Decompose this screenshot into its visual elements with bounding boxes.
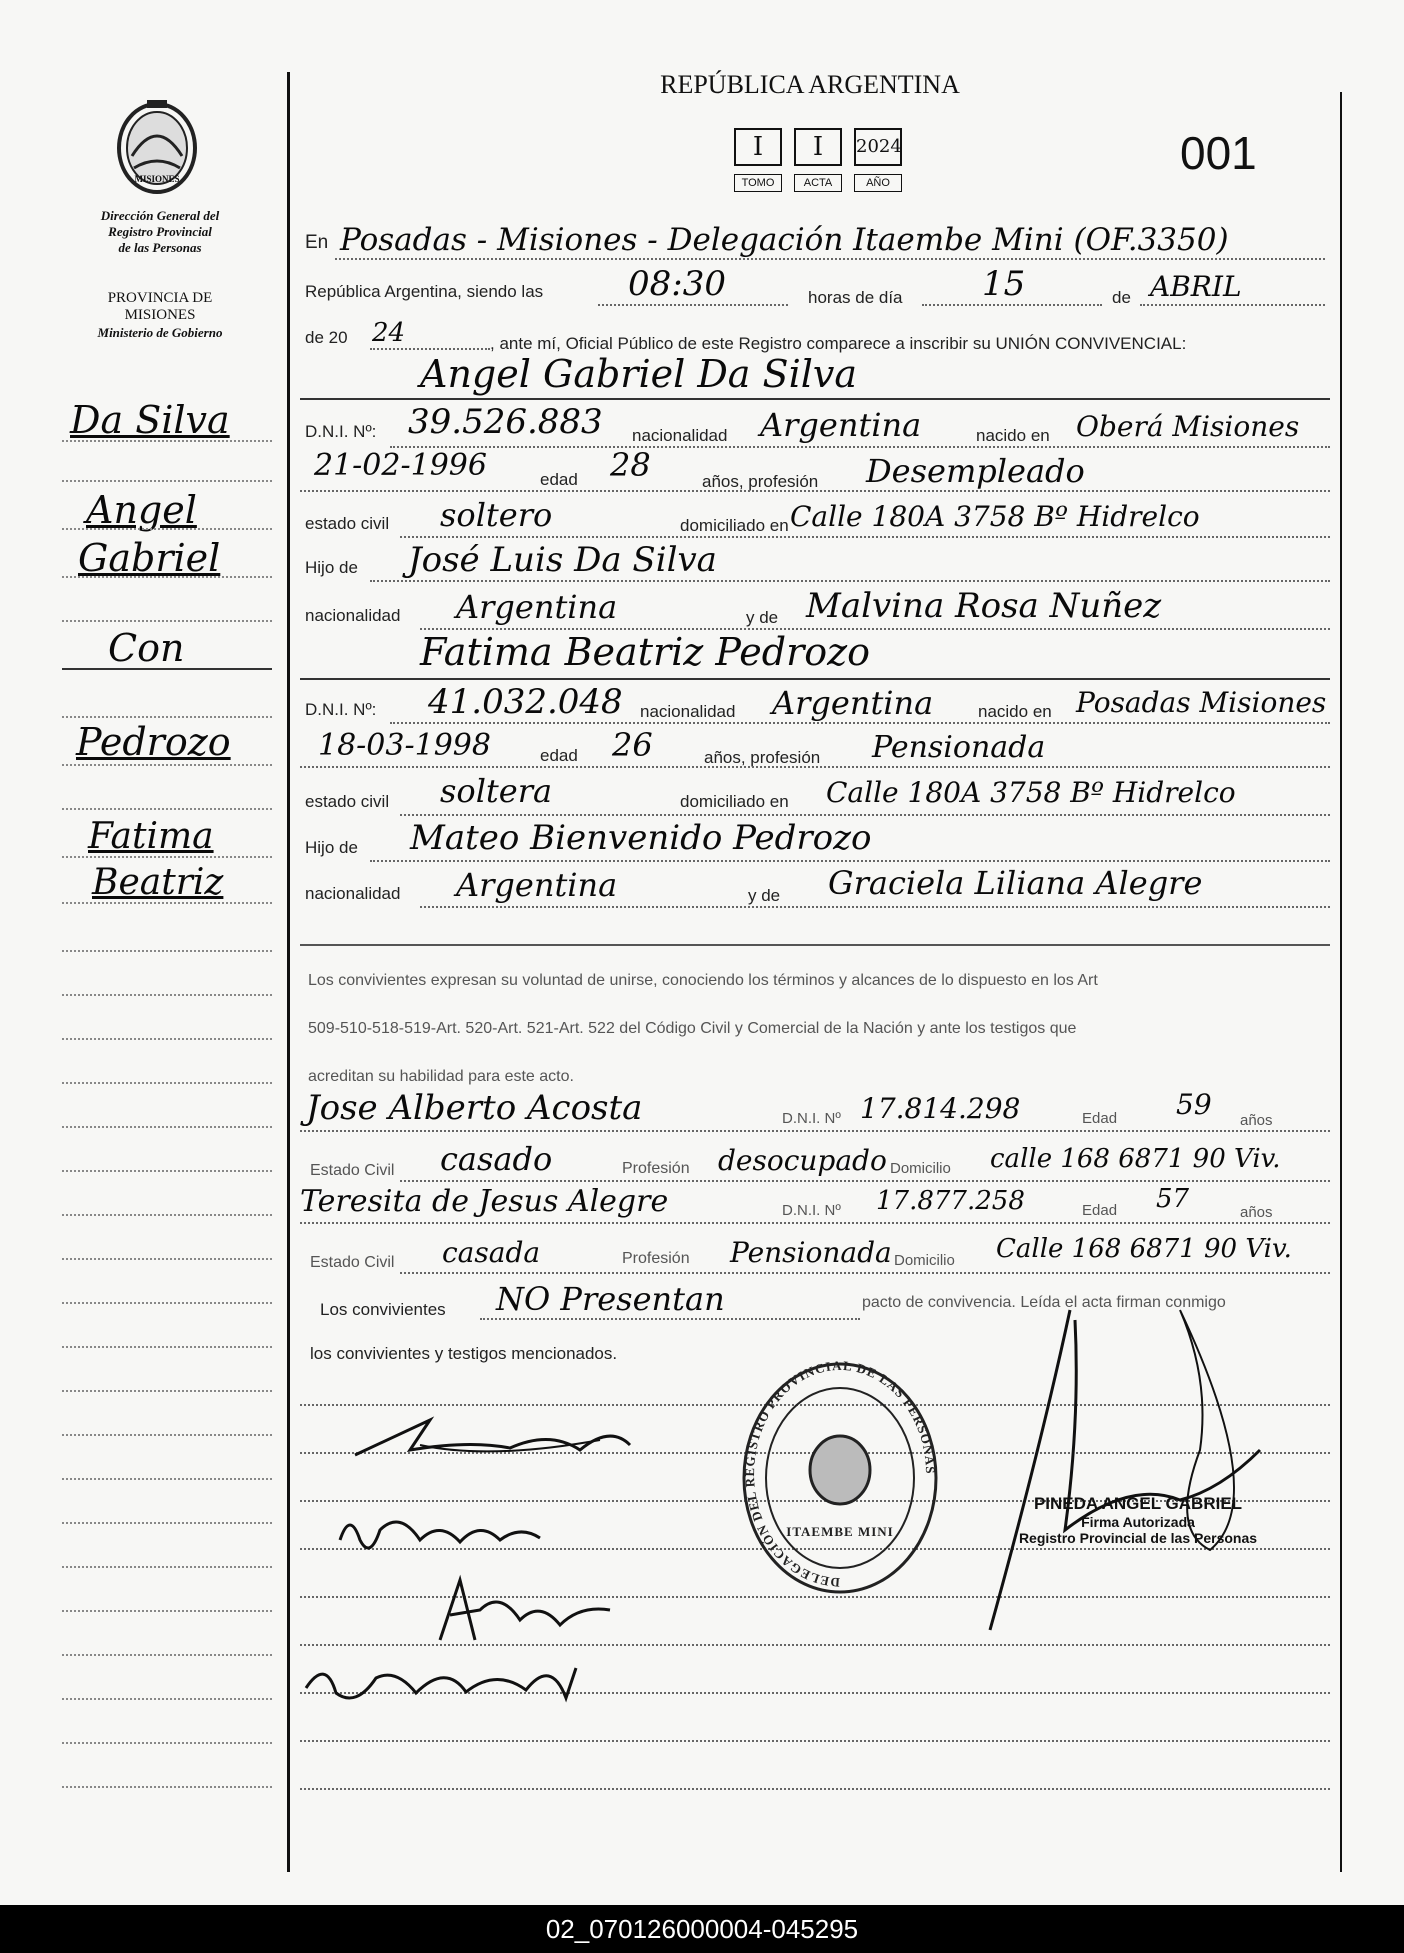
tomo-label: TOMO: [734, 174, 782, 192]
place-value: Posadas - Misiones - Delegación Itaembe Mini (OF.3350): [340, 222, 1229, 258]
p2-parent-nationality-label: nacionalidad: [305, 884, 401, 903]
day-line: [922, 304, 1102, 306]
agency-line-3: de las Personas: [118, 240, 202, 255]
margin-given-2b: Beatriz: [92, 862, 224, 903]
agency-name: [60, 208, 260, 256]
left-border: [287, 72, 290, 1872]
w2-domicile-value: Calle 168 6871 90 Viv.: [996, 1234, 1292, 1264]
p2-domicile-label: domiciliado en: [680, 792, 789, 811]
tomo-box: I: [734, 128, 782, 166]
closing-text-after: pacto de convivencia. Leída el acta firman conmigo: [862, 1294, 1226, 1311]
of-label: de: [1112, 288, 1131, 307]
p2-mother-value: Graciela Liliana Alegre: [828, 864, 1203, 902]
w1-name-value: Jose Alberto Acosta: [306, 1088, 643, 1128]
acta-label: ACTA: [794, 174, 842, 192]
agency-line-1: Dirección General del: [100, 208, 220, 223]
closing-pact-value: NO Presentan: [496, 1280, 725, 1318]
w2-age-label: Edad: [1082, 1202, 1118, 1219]
p2-line-5: [420, 906, 1330, 908]
w1-line-2: [400, 1180, 1330, 1182]
p1-line-2: [300, 490, 1330, 492]
hours-label: horas de día: [808, 288, 903, 307]
year-value: 24: [372, 318, 406, 348]
w2-line-1: [300, 1222, 1330, 1224]
p1-line-1: [390, 446, 1330, 448]
p1-birthplace-value: Oberá Misiones: [1076, 410, 1300, 443]
registry-seal: [740, 1358, 940, 1598]
crest-caption: MISIONES: [134, 174, 180, 184]
act-number: 001: [1180, 127, 1257, 179]
w1-years-label: años: [1240, 1112, 1273, 1129]
p2-nationality-value: Argentina: [772, 684, 934, 722]
p2-civil-label: estado civil: [305, 792, 390, 811]
person1-name-rule: [300, 398, 1330, 400]
p2-age-value: 26: [612, 726, 653, 764]
margin-given-1a: Angel: [86, 488, 197, 532]
p2-domicile-value: Calle 180A 3758 Bº Hidrelco: [826, 776, 1236, 809]
w2-domicile-label: Domicilio: [894, 1252, 955, 1269]
w2-years-label: años: [1240, 1204, 1273, 1221]
acta-box: I: [794, 128, 842, 166]
p2-nationality-label: nacionalidad: [640, 702, 736, 721]
p1-domicile-value: Calle 180A 3758 Bº Hidrelco: [790, 500, 1200, 533]
w2-age-value: 57: [1156, 1184, 1190, 1214]
p1-birthdate-value: 21-02-1996: [314, 448, 487, 483]
w1-line-1: [300, 1130, 1330, 1132]
p2-line-2: [300, 766, 1330, 768]
seal-ring-text: DELEGACIÓN DEL REGISTRO PROVINCIAL DE LAS PERSONAS: [741, 1358, 939, 1591]
closing-line: [480, 1318, 860, 1320]
scan-footer-code: 02_070126000004-045295: [0, 1905, 1404, 1953]
signature-witness1: [420, 1570, 620, 1650]
p1-profession-label: años, profesión: [702, 472, 819, 491]
person2-name-rule: [300, 678, 1330, 680]
province-line-1: PROVINCIA DE: [107, 290, 213, 306]
p1-parent-nationality-label: nacionalidad: [305, 606, 401, 625]
declaration-line-1: Los convivientes expresan su voluntad de unirse, conociendo los términos y alcances de lo dispuesto en los Art: [308, 972, 1098, 989]
person2-full-name: Fatima Beatriz Pedrozo: [420, 630, 871, 674]
w1-civil-label: Estado Civil: [310, 1162, 395, 1179]
w2-name-value: Teresita de Jesus Alegre: [300, 1184, 669, 1219]
en-label: En: [305, 232, 329, 253]
right-border: [1340, 92, 1342, 1872]
w1-profession-value: desocupado: [718, 1144, 887, 1177]
margin-connector: Con: [108, 626, 185, 670]
p1-parent-label: Hijo de: [305, 558, 358, 577]
year-line: [370, 348, 490, 350]
w1-civil-value: casado: [440, 1140, 553, 1178]
p1-dni-value: 39.526.883: [408, 402, 603, 442]
year-label: AÑO: [854, 174, 902, 192]
p2-civil-value: soltera: [440, 772, 553, 810]
w1-profession-label: Profesión: [622, 1160, 690, 1177]
p1-father-value: José Luis Da Silva: [408, 540, 717, 580]
p2-and-label: y de: [748, 886, 781, 905]
republic-label: República Argentina, siendo las: [305, 282, 544, 301]
w1-domicile-label: Domicilio: [890, 1160, 951, 1177]
p2-profession-label: años, profesión: [704, 748, 821, 767]
p1-civil-value: soltero: [440, 496, 553, 534]
p1-nationality-label: nacionalidad: [632, 426, 728, 445]
margin-surname-1: Da Silva: [70, 398, 230, 442]
p1-profession-value: Desempleado: [866, 452, 1085, 490]
p2-dni-label: D.N.I. Nº:: [305, 700, 377, 719]
p2-parent-nationality-value: Argentina: [456, 866, 618, 904]
declaration-line-3: acreditan su habilidad para este acto.: [308, 1068, 574, 1085]
declaration-rule: [300, 944, 1330, 946]
official-role: Firma Autorizada: [1081, 1514, 1195, 1530]
signature-witness2: [296, 1648, 596, 1718]
p1-mother-value: Malvina Rosa Nuñez: [806, 586, 1162, 626]
p2-born-label: nacido en: [978, 702, 1052, 721]
margin-given-1b: Gabriel: [78, 536, 221, 580]
w2-dni-label: D.N.I. Nº: [782, 1202, 841, 1219]
month-line: [1140, 304, 1325, 306]
p1-civil-label: estado civil: [305, 514, 390, 533]
w1-domicile-value: calle 168 6871 90 Viv.: [990, 1144, 1281, 1174]
w2-civil-label: Estado Civil: [310, 1254, 395, 1271]
person1-full-name: Angel Gabriel Da Silva: [420, 352, 857, 396]
official-name: PINEDA ANGEL GABRIEL: [1033, 1494, 1243, 1513]
p2-line-3: [400, 814, 1330, 816]
p1-nationality-value: Argentina: [760, 406, 922, 444]
day-value: 15: [982, 264, 1026, 304]
month-value: ABRIL: [1150, 270, 1242, 303]
w2-dni-value: 17.877.258: [876, 1186, 1025, 1216]
year-label-20: de 20: [305, 328, 348, 347]
province-line-2: MISIONES: [124, 307, 196, 323]
signature-person1: [350, 1400, 650, 1470]
p2-age-label: edad: [540, 746, 578, 765]
signature-official: [980, 1300, 1280, 1640]
p1-line-3: [400, 536, 1330, 538]
p2-birthdate-value: 18-03-1998: [318, 728, 491, 763]
p2-birthplace-value: Posadas Misiones: [1076, 686, 1327, 719]
place-line: [335, 258, 1325, 260]
w1-dni-label: D.N.I. Nº: [782, 1110, 841, 1127]
w1-dni-value: 17.814.298: [860, 1092, 1021, 1125]
w2-line-2: [400, 1272, 1330, 1274]
province-name: [60, 290, 260, 341]
p1-born-label: nacido en: [976, 426, 1050, 445]
w2-civil-value: casada: [442, 1236, 541, 1269]
p2-father-value: Mateo Bienvenido Pedrozo: [410, 818, 872, 858]
closing-line-2: los convivientes y testigos mencionados.: [310, 1344, 618, 1363]
closing-label: Los convivientes: [320, 1300, 446, 1319]
margin-given-2a: Fatima: [88, 816, 214, 857]
w1-age-label: Edad: [1082, 1110, 1118, 1127]
p1-parent-nationality-value: Argentina: [456, 588, 618, 626]
p2-dni-value: 41.032.048: [428, 682, 623, 722]
margin-surname-2: Pedrozo: [76, 720, 231, 764]
p1-dni-label: D.N.I. Nº:: [305, 422, 377, 441]
p1-age-label: edad: [540, 470, 578, 489]
time-value: 08:30: [628, 264, 726, 304]
signature-person2: [330, 1500, 560, 1570]
year-box: 2024: [854, 128, 902, 166]
p2-profession-value: Pensionada: [872, 730, 1046, 765]
w2-profession-value: Pensionada: [730, 1236, 892, 1269]
statement-text: , ante mí, Oficial Público de este Registro comparece a inscribir su UNIÓN CONVIVENCIAL:: [490, 334, 1187, 353]
p2-parent-label: Hijo de: [305, 838, 358, 857]
ministry: Ministerio de Gobierno: [97, 325, 223, 340]
p1-age-value: 28: [610, 446, 651, 484]
w2-profession-label: Profesión: [622, 1250, 690, 1267]
p1-line-4: [370, 580, 1330, 582]
declaration-line-2: 509-510-518-519-Art. 520-Art. 521-Art. 522 del Código Civil y Comercial de la Nación y ante los testigos que: [308, 1020, 1077, 1037]
seal-center-text: ITAEMBE MINI: [786, 1524, 894, 1539]
p1-and-label: y de: [746, 608, 779, 627]
country-title: REPÚBLICA ARGENTINA: [660, 70, 960, 99]
w1-age-value: 59: [1176, 1088, 1212, 1121]
p2-line-1: [390, 722, 1330, 724]
official-agency: Registro Provincial de las Personas: [1018, 1530, 1258, 1546]
time-line: [598, 304, 788, 306]
agency-line-2: Registro Provincial: [108, 224, 212, 239]
p1-domicile-label: domiciliado en: [680, 516, 789, 535]
p2-line-4: [370, 860, 1330, 862]
